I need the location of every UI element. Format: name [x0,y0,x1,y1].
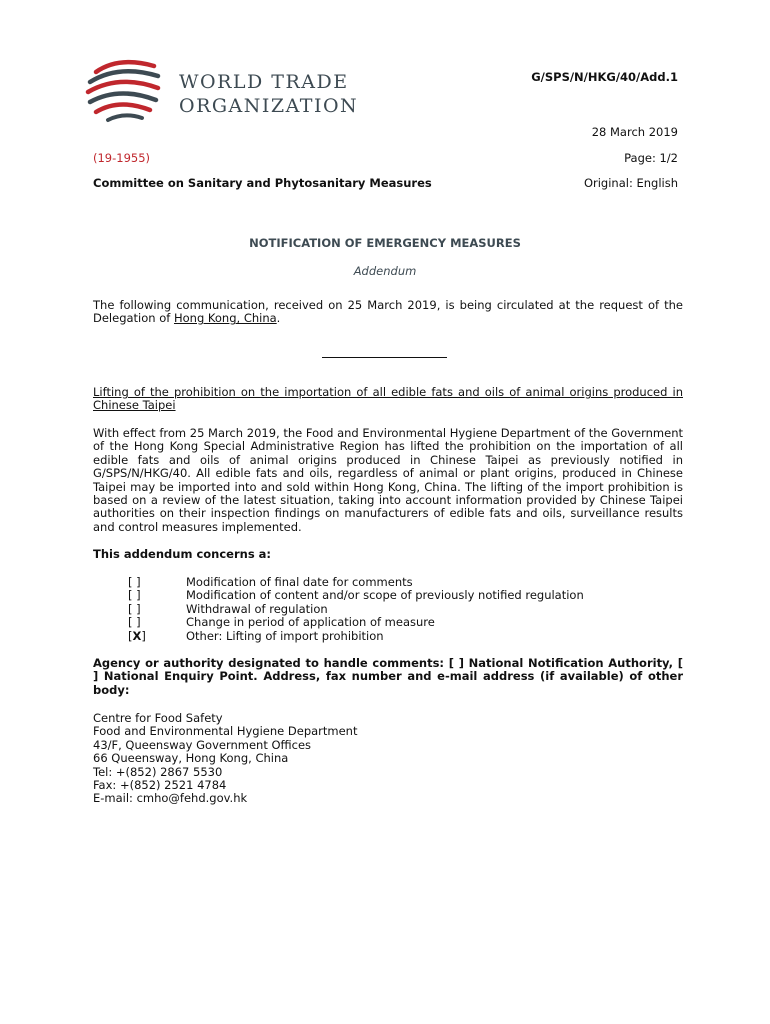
intro-paragraph [93,299,683,326]
address-line: 66 Queensway, Hong Kong, China [93,751,289,766]
list-item [128,603,584,616]
page-title: NOTIFICATION OF EMERGENCY MEASURES [249,236,521,250]
address-line: Food and Environmental Hygiene Department [93,724,358,739]
wto-emblem-icon [84,58,174,128]
list-item-label: Withdrawal of regulation [186,601,328,616]
agency-heading: Agency or authority designated to handle comments: [ ] National Notification Authority, [ ] National Enquiry Point. Address, fax number and e-mail address (if available) of other body: [93,656,683,697]
list-item-label: Other: Lifting of import prohibition [186,628,384,643]
phone-line: Tel: +(852) 2867 5530 [93,764,223,779]
member-name: Hong Kong, China [173,311,277,326]
list-item-label: Modification of content and/or scope of previously notified regulation [186,588,584,603]
bracket-close: ] [141,628,146,643]
page-subtitle: Addendum [353,264,417,278]
bracket-open: [ [128,628,133,643]
checkbox-marker: [ ] [128,588,141,603]
checkbox-marker-checked [128,630,186,643]
checkbox-marker: [ ] [128,601,141,616]
list-item [128,589,584,602]
list-item-label: Modification of final date for comments [186,575,413,589]
check-mark: X [132,628,142,643]
document-date: 28 March 2019 [591,125,678,139]
org-name-line2: ORGANIZATION [179,95,359,117]
reference-number: (19-1955) [93,151,151,165]
subject-heading: Lifting of the prohibition on the importation of all edible fats and oils of animal origins produced in Chinese Taipei [93,385,683,413]
fax-line: Fax: +(852) 2521 4784 [93,778,227,793]
original-language: Original: English [583,176,678,190]
list-item [128,616,584,629]
page-number: Page: 1/2 [624,151,678,165]
concerns-list [128,576,584,643]
contact-address [93,712,357,806]
checkbox-marker: [ ] [128,615,141,630]
body-paragraph: With effect from 25 March 2019, the Food and Environmental Hygiene Department of the Government of the Hong Kong Special Administrative Region has lifted the prohibition on the importation of all edible fats and oils of animal origins produced in Chinese Taipei as previously notified in G/SPS/N/HKG/40. All edible fats and oils, regardless of animal or plant origins, produced in Chinese Taipei may be imported into and sold within Hong Kong, China. The lifting of the import prohibition is based on a review of the latest situation, taking into account information provided by Chinese Taipei authorities on their inspection findings on manufacturers of edible fats and oils, surveillance results and control measures implemented. [93,426,683,534]
org-name [179,70,358,118]
address-line: 43/F, Queensway Government Offices [93,737,312,752]
list-item [128,630,584,643]
intro-end: . [276,311,281,326]
committee-name: Committee on Sanitary and Phytosanitary Measures [93,176,432,190]
list-item-label: Change in period of application of measure [186,615,435,630]
address-line: Centre for Food Safety [93,711,223,725]
intro-text: The following communication, received on 25 March 2019, is being circulated at the request of the Delegation of [93,298,683,326]
list-item [128,576,584,589]
checkbox-marker: [ ] [128,575,141,589]
concerns-heading: This addendum concerns a: [93,547,272,561]
divider [322,357,447,358]
document-symbol: G/SPS/N/HKG/40/Add.1 [531,70,678,84]
org-name-line1: WORLD TRADE [179,71,349,93]
wto-logo [84,58,359,128]
email-line: E-mail: cmho@fehd.gov.hk [93,791,248,806]
